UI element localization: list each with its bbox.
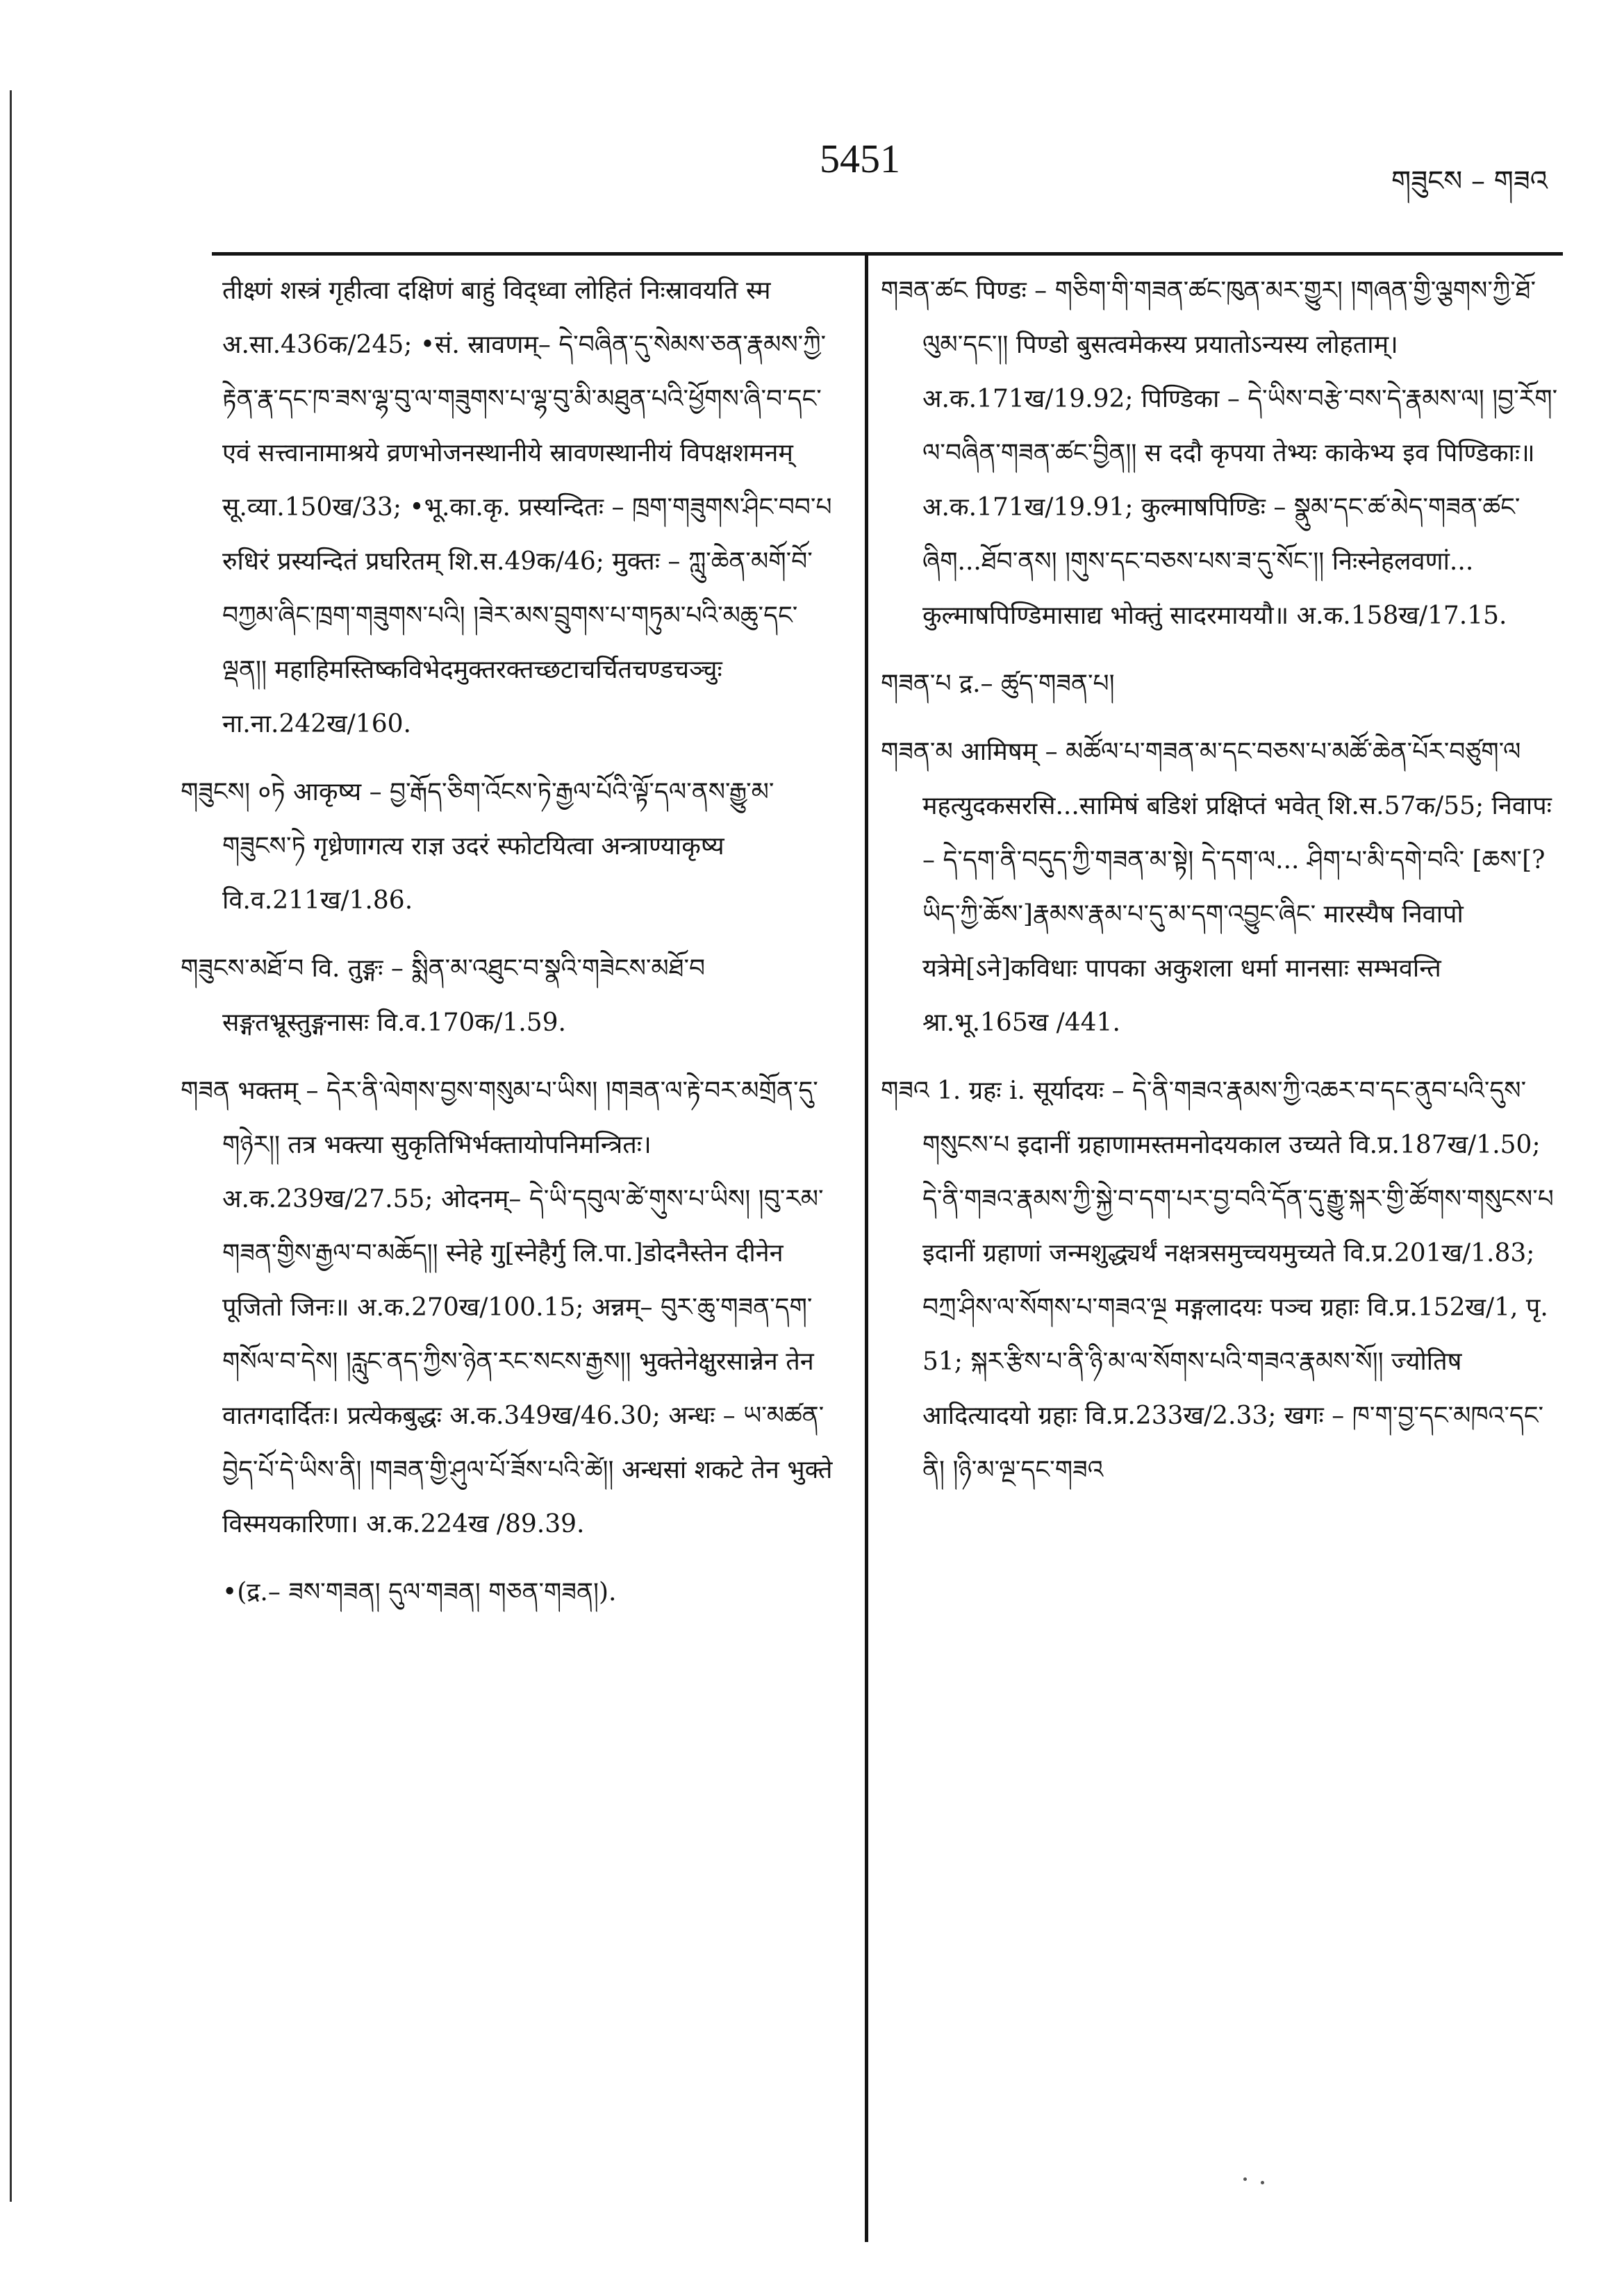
entry-text: གཟན་མ आमिषम् – མཚོལ་པ་གཟན་མ་དང་བཅས་པ་མཚོ་ཆེན་པོར་བཙུག་ལ महत्युदकसरसि...सामिषं बडिशं प्रक्षिप्तं भवेत् शि.स.57क/55; निवापः – དེ་དག་ནི་བདུད་ཀྱི་གཟན་མ་སྟེ། དེ་དག་ལ... ཤིག་པ་མི་དགེ་བའི་ [ཆས་[?ཡིད་ཀྱི་ཆོས་]རྣམས་རྣམ་པ་དུ་མ་དག་འབྱུང་ཞིང་ मारस्यैष निवापो यत्रेमे[ऽने]कविधाः पापका अकुशला धर्मा मानसाः सम्भवन्ति श्रा.भू.165ख /441. — [881, 738, 1552, 1037]
entry-cross-reference — [181, 1566, 837, 1620]
scan-speck — [1261, 2181, 1264, 2184]
entry-gzan-pa — [881, 657, 1558, 711]
entry-text: གཟན་ཚང पिण्डः – གཅིག་གི་གཟན་ཚང་ཁུན་མར་གྱུར། །གཞན་གྱི་ལྕགས་ཀྱི་ཐོ་ལུམ་དང་།། पिण्डो बुसत्वमेकस्य प्रयातोऽन्यस्य लोहताम्। अ.क.171ख/19.92; पिण्डिका – དེ་ཡིས་བརྩེ་བས་དེ་རྣམས་ལ། །བྱ་རོག་ལ་བཞིན་གཟན་ཚང་བྱིན།། स ददौ कृपया तेभ्यः काकेभ्य इव पिण्डिकाः॥ अ.क.171ख/19.91; कुल्माषपिण्डिः – སྣུམ་དང་ཚ་མེད་གཟན་ཚང་ཞིག...ཐོབ་ནས། །གུས་དང་བཅས་པས་ཟ་དུ་སོང་།། निःस्नेहलवणां... कुल्माषपिण्डिमासाद्य भोक्तुं सादरमाययौ॥ अ.क.158ख/17.15. — [881, 276, 1558, 630]
header-rule — [212, 252, 1563, 256]
page-number: 5451 — [820, 136, 900, 181]
entry-gzungs-mtho-ba — [181, 942, 837, 1050]
margin-mark — [10, 90, 12, 2202]
entry-text: གཟུངས། ०ཏེ आकृष्य – བྱ་རྒོད་ཅིག་འོངས་ཏེ་རྒྱལ་པོའི་ལྟོ་དལ་ནས་རྒྱུ་མ་གཟུངས་ཏེ गृध्रेणागत्य राज्ञ उदरं स्फोटयित्वा अन्त्राण्याकृष्य वि.व.211ख/1.86. — [181, 778, 774, 915]
entry-gzungs — [181, 765, 837, 928]
entry-gzan-ma — [881, 725, 1558, 1050]
entry-text: •(द्र.– ཟས་གཟན། དུལ་གཟན། གཅན་གཟན།). — [222, 1578, 617, 1607]
running-head: གཟུངས – གཟའ — [1391, 165, 1548, 197]
entry-gzan-tshang — [881, 264, 1558, 643]
entry-text: གཟའ 1. ग्रहः i. सूर्यादयः – དེ་ནི་གཟའ་རྣམས་ཀྱི་འཆར་བ་དང་ནུབ་པའི་དུས་གསུངས་པ इदानीं ग्रहाणामस्तमनोदयकाल उच्यते वि.प्र.187ख/1.50; དེ་ནི་གཟའ་རྣམས་ཀྱི་སྐྱེ་བ་དག་པར་བྱ་བའི་དོན་དུ་རྒྱུ་སྐར་གྱི་ཚོགས་གསུངས་པ इदानीं ग्रहाणां जन्मशुद्ध्यर्थं नक्षत्रसमुच्चयमुच्यते वि.प्र.201ख/1.83; བཀྲ་ཤིས་ལ་སོགས་པ་གཟའ་ལྔ मङ्गलादयः पञ्च ग्रहाः वि.प्र.152ख/1, पृ. 51; སྐར་རྩིས་པ་ནི་ཉི་མ་ལ་སོགས་པའི་གཟའ་རྣམས་སོ།། ज्योतिष आदित्यादयो ग्रहाः वि.प्र.233ख/2.33; खगः – ཁ་ག་བྱ་དང་མཁའ་དང་ནི། །ཉི་མ་ལྔ་དང་གཟའ — [881, 1077, 1554, 1484]
entry-text: གཟན भक्तम् – དེར་ནི་ལེགས་བྱས་གསུམ་པ་ཡིས། །གཟན་ལ་རྟེ་བར་མགྲོན་དུ་གཉེར།། तत्र भक्त्या सुकृतिभिर्भक्तायोपनिमन्त्रितः। अ.क.239ख/27.55; ओदनम्– དེ་ཡི་དབུལ་ཚེ་གུས་པ་ཡིས། །བུ་རམ་གཟན་གྱིས་རྒྱལ་བ་མཆོད།། स्नेहे गु[स्नेहैर्गु लि.पा.]डोदनैस्तेन दीनेन पूजितो जिनः॥ अ.क.270ख/100.15; अन्नम्– བུར་ཆུ་གཟན་དག་གསོལ་བ་དེས། །རླུང་ནད་ཀྱིས་ཉེན་རང་སངས་རྒྱས།། भुक्तेनेक्षुरसान्नेन तेन वातगदार्दितः। प्रत्येकबुद्धः अ.क.349ख/46.30; अन्धः – ཡ་མཚན་བྱེད་པོ་དེ་ཡིས་ནི། །གཟན་གྱི་ཤུལ་པོ་ཟོས་པའི་ཚེ།། अन्धसां शकटे तेन भुक्ते विस्मयकारिणा। अ.क.224ख /89.39. — [181, 1077, 833, 1538]
entry-gzan — [181, 1064, 837, 1552]
entry-continuation — [181, 264, 837, 752]
entry-text: གཟན་པ द्र.– ཚུད་གཟན་པ། — [881, 670, 1115, 698]
left-column — [181, 264, 837, 1634]
entry-gza — [881, 1064, 1558, 1497]
right-column — [881, 264, 1558, 1511]
entry-text: གཟུངས་མཐོ་བ वि. तुङ्गः – སྨིན་མ་འཐུང་བ་སྣའི་གཟེངས་མཐོ་བ सङ्गतभ्रूस्तुङ्गनासः वि.व.170क/1.59. — [181, 954, 706, 1037]
column-divider — [865, 256, 868, 2242]
entry-text: तीक्ष्णं शस्त्रं गृहीत्वा दक्षिणं बाहुं विद्ध्वा लोहितं निःस्रावयति स्म अ.सा.436क/245; •सं. स्रावणम्– དེ་བཞིན་དུ་སེམས་ཅན་རྣམས་ཀྱི་རྟེན་རྣ་དང་ཁ་ཟས་ལྷ་བུ་ལ་གཟུགས་པ་ལྷ་བུ་མི་མཐུན་པའི་ཕྱོགས་ཞི་བ་དང་ एवं सत्त्वानामाश्रये व्रणभोजनस्थानीये स्रावणस्थानीयं विपक्षशमनम् सू.व्या.150ख/33; •भू.का.कृ. प्रस्यन्दितः – ཁྲག་གཟུགས་ཤིང་བབ་པ रुधिरं प्रस्यन्दितं प्रघरितम् शि.स.49क/46; मुक्तः – ཀླུ་ཆེན་མགོ་བོ་བཀྱམ་ཞིང་ཁྲག་གཟུགས་པའི། །ཟེར་མས་བྲུགས་པ་གཏུམ་པའི་མཆུ་དང་ལྡན།། महाहिमस्तिष्कविभेदमुक्तरक्तच्छटाचर्चितचण्डचञ्चुः ना.ना.242ख/160. — [222, 276, 832, 738]
scan-speck — [1243, 2177, 1247, 2181]
